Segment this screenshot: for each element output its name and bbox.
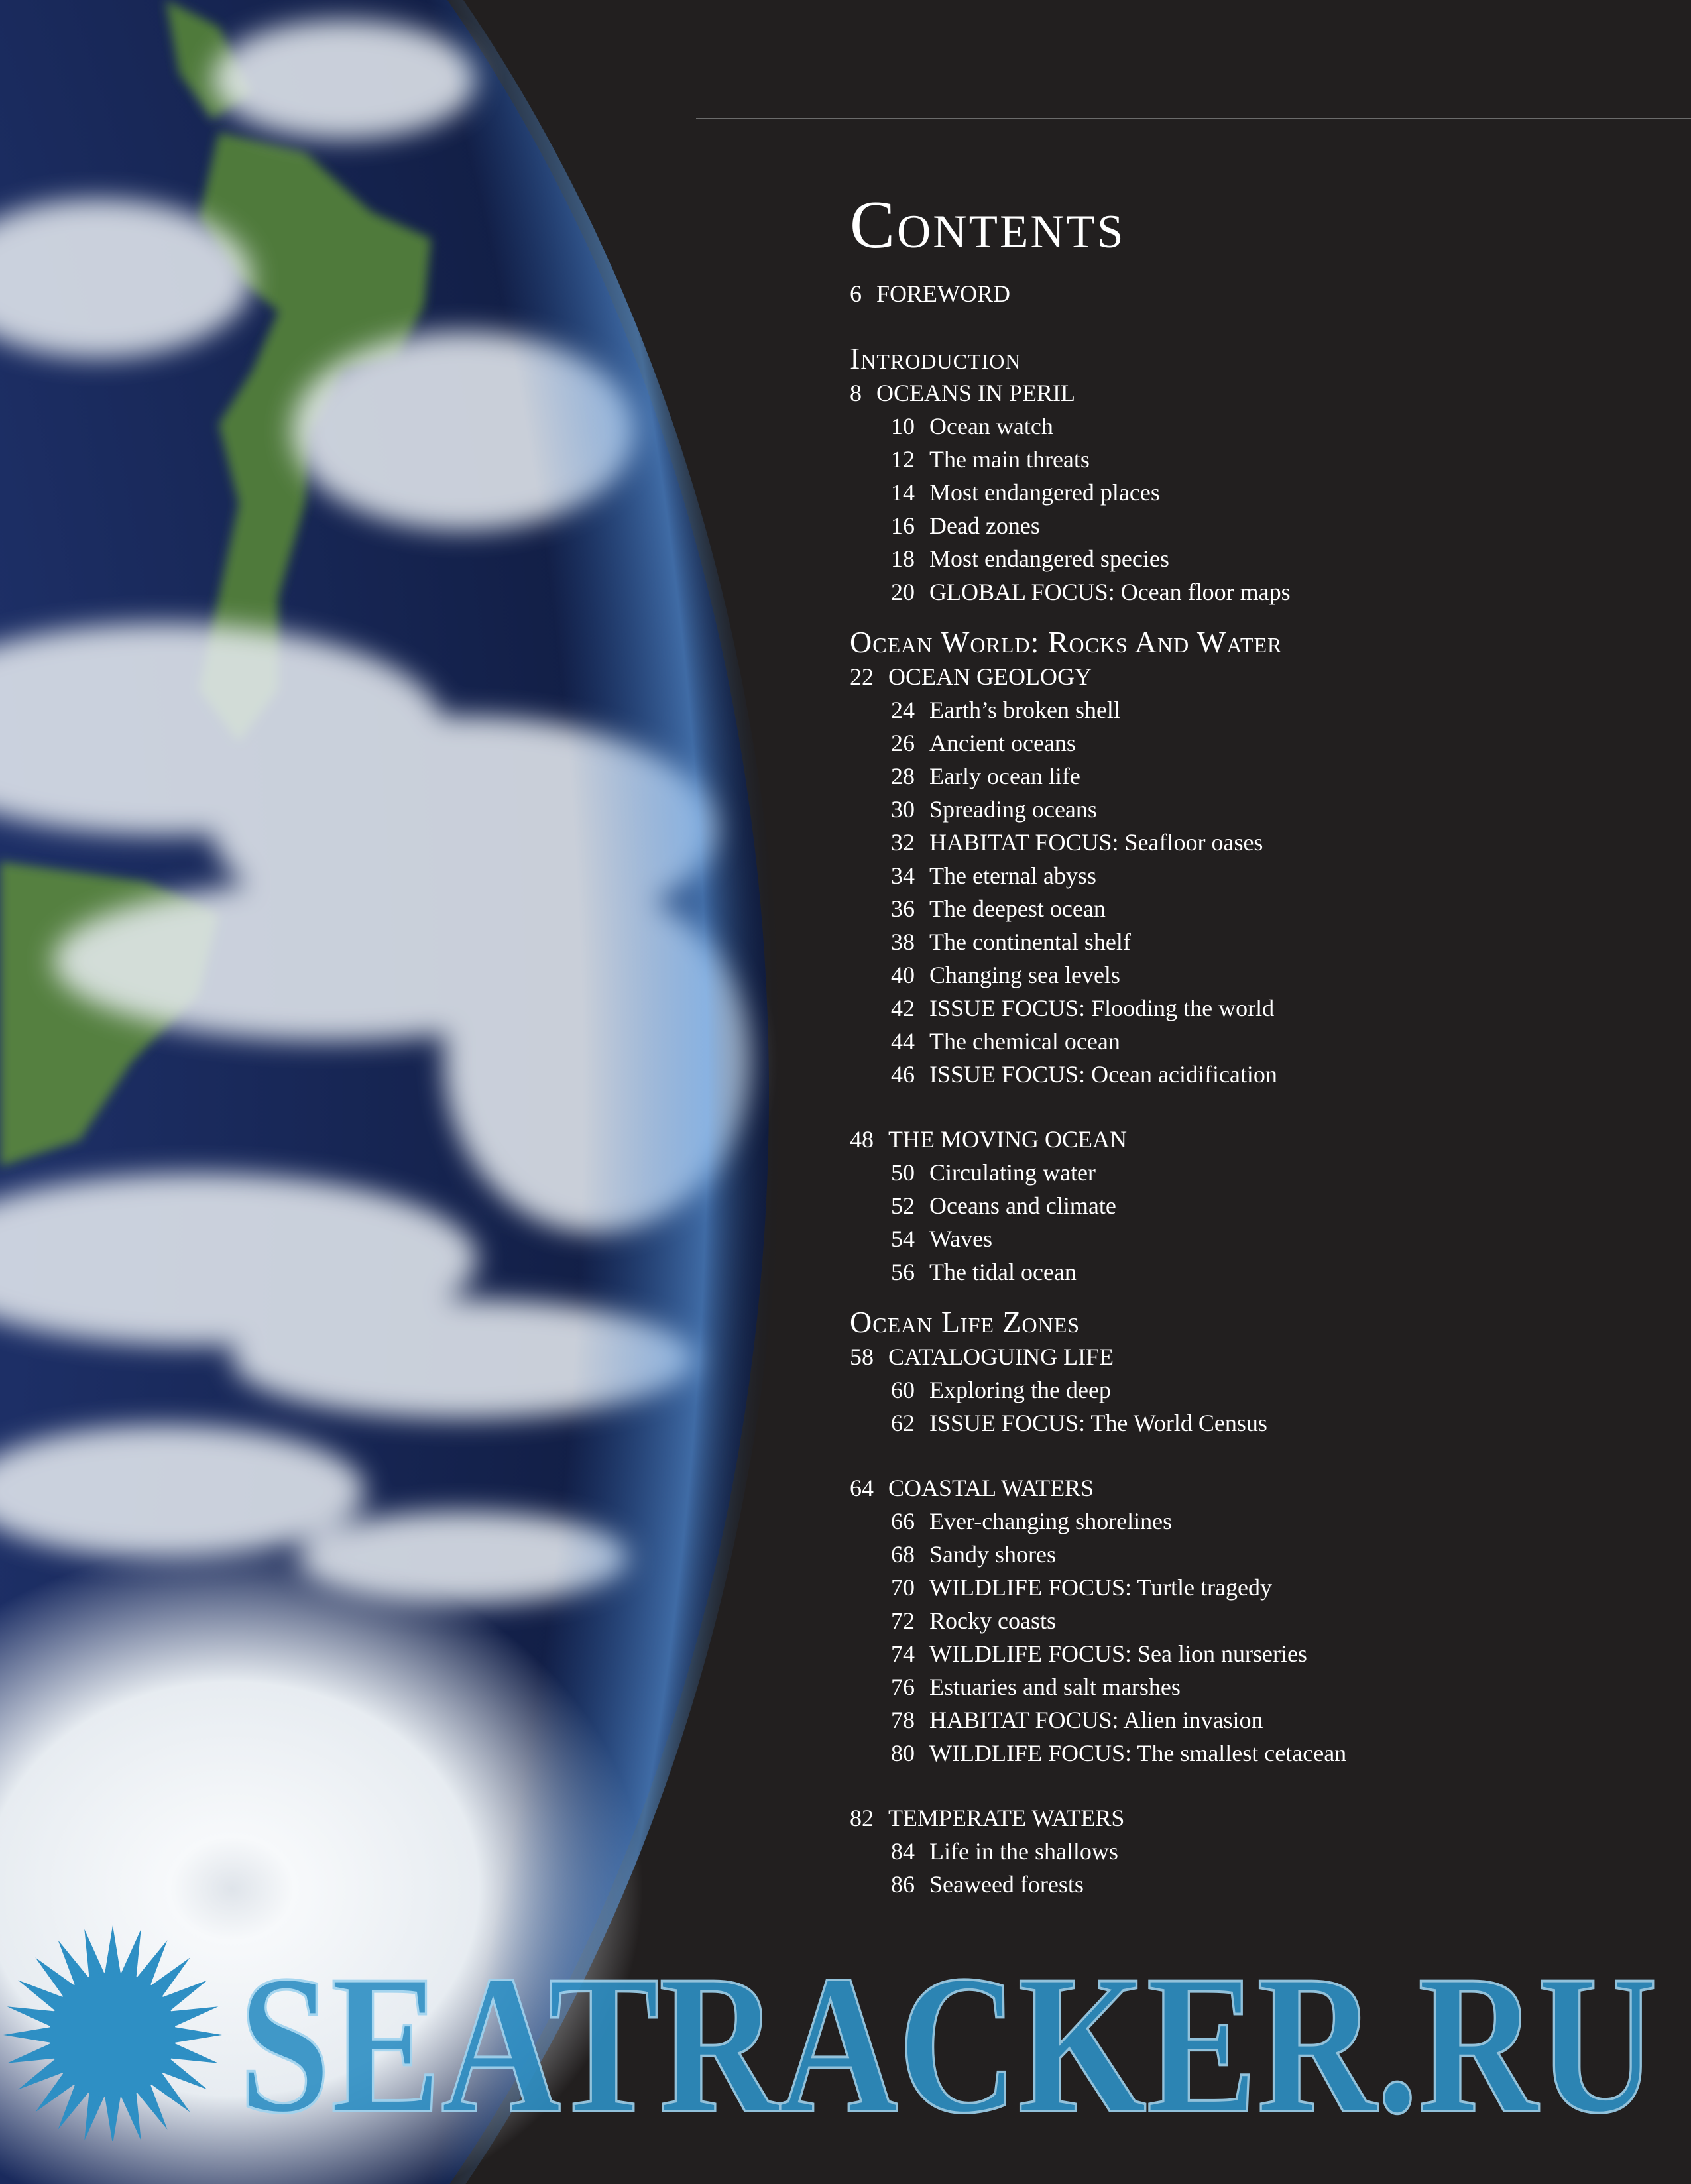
entry-label: Seaweed forests: [929, 1871, 1084, 1898]
toc-item-entry[interactable]: [850, 575, 1672, 608]
page-number: 46: [891, 1061, 915, 1088]
page-number: 6: [850, 280, 862, 307]
toc-item-entry[interactable]: [850, 726, 1672, 760]
toc-chapter-entry[interactable]: [850, 1123, 1672, 1156]
page-number: 38: [891, 929, 915, 955]
entry-label: ISSUE FOCUS: Ocean acidification: [929, 1061, 1277, 1088]
toc-chapter-entry[interactable]: [850, 660, 1672, 693]
page-number: 44: [891, 1028, 915, 1055]
entry-label: WILDLIFE FOCUS: Turtle tragedy: [929, 1574, 1272, 1601]
page-number: 70: [891, 1574, 915, 1601]
page-number: 60: [891, 1377, 915, 1403]
toc-item-entry[interactable]: [850, 509, 1672, 542]
entry-label: Waves: [929, 1226, 993, 1252]
entry-label: HABITAT FOCUS: Alien invasion: [929, 1707, 1263, 1733]
page-number: 68: [891, 1541, 915, 1568]
entry-label: WILDLIFE FOCUS: Sea lion nurseries: [929, 1640, 1307, 1667]
header-rule: [696, 118, 1691, 119]
page-title: Contents: [850, 188, 1126, 262]
page-number: 64: [850, 1475, 874, 1501]
toc-item-entry[interactable]: [850, 1835, 1672, 1868]
page-number: 52: [891, 1192, 915, 1219]
entry-label: Earth’s broken shell: [929, 697, 1120, 723]
entry-label: CATALOGUING LIFE: [888, 1344, 1114, 1370]
page-number: 54: [891, 1226, 915, 1252]
page-number: 16: [891, 512, 915, 539]
toc-chapter-entry[interactable]: [850, 1802, 1672, 1835]
page-number: 8: [850, 380, 862, 406]
entry-label: COASTAL WATERS: [888, 1475, 1094, 1501]
section-heading: Ocean World: Rocks And Water: [850, 625, 1283, 659]
entry-label: Most endangered places: [929, 479, 1160, 506]
toc-item-entry[interactable]: [850, 1505, 1672, 1538]
entry-label: GLOBAL FOCUS: Ocean floor maps: [929, 579, 1291, 605]
page-number: 78: [891, 1707, 915, 1733]
entry-label: Oceans and climate: [929, 1192, 1116, 1219]
entry-label: The chemical ocean: [929, 1028, 1120, 1055]
entry-label: OCEANS IN PERIL: [876, 380, 1076, 406]
page-number: 62: [891, 1410, 915, 1436]
page-number: 26: [891, 730, 915, 756]
section-heading: Introduction: [850, 341, 1021, 375]
entry-label: Sandy shores: [929, 1541, 1056, 1568]
page-number: 50: [891, 1159, 915, 1186]
toc-item-entry[interactable]: [850, 793, 1672, 826]
entry-label: ISSUE FOCUS: The World Census: [929, 1410, 1267, 1436]
toc-item-entry[interactable]: [850, 1025, 1672, 1058]
page-number: 48: [850, 1126, 874, 1153]
entry-label: Most endangered species: [929, 546, 1169, 572]
page-number: 80: [891, 1740, 915, 1766]
toc-item-entry[interactable]: [850, 1222, 1672, 1255]
toc-item-entry[interactable]: [850, 1571, 1672, 1604]
page-number: 10: [891, 413, 915, 439]
toc-item-entry[interactable]: [850, 1189, 1672, 1222]
page-number: 36: [891, 895, 915, 922]
page-number: 24: [891, 697, 915, 723]
toc-item-entry[interactable]: [850, 925, 1672, 958]
entry-label: TEMPERATE WATERS: [888, 1805, 1125, 1831]
entry-label: The main threats: [929, 446, 1090, 473]
page-number: 12: [891, 446, 915, 473]
page-number: 86: [891, 1871, 915, 1898]
page-number: 34: [891, 862, 915, 889]
page-number: 30: [891, 796, 915, 823]
page-number: 72: [891, 1607, 915, 1634]
toc-item-entry[interactable]: [850, 476, 1672, 509]
toc-item-entry[interactable]: [850, 1670, 1672, 1703]
toc-item-entry[interactable]: [850, 958, 1672, 992]
toc-chapter-entry[interactable]: [850, 376, 1672, 410]
entry-label: The eternal abyss: [929, 862, 1096, 889]
toc-chapter-entry[interactable]: [850, 1340, 1672, 1373]
entry-label: The continental shelf: [929, 929, 1131, 955]
page-number: 66: [891, 1508, 915, 1534]
page-number: 42: [891, 995, 915, 1021]
toc-item-entry[interactable]: [850, 892, 1672, 925]
entry-label: The deepest ocean: [929, 895, 1106, 922]
toc-sections: [850, 341, 1672, 1901]
toc-item-entry[interactable]: [850, 1538, 1672, 1571]
page-number: 22: [850, 663, 874, 690]
toc-item-entry[interactable]: [850, 1737, 1672, 1770]
entry-label: FOREWORD: [876, 280, 1011, 307]
page-number: 14: [891, 479, 915, 506]
entry-label: THE MOVING OCEAN: [888, 1126, 1127, 1153]
entry-label: Ancient oceans: [929, 730, 1076, 756]
page-number: 56: [891, 1259, 915, 1285]
toc-item-entry[interactable]: [850, 542, 1672, 575]
section-heading: Ocean Life Zones: [850, 1305, 1080, 1339]
entry-label: Early ocean life: [929, 763, 1080, 789]
entry-label: WILDLIFE FOCUS: The smallest cetacean: [929, 1740, 1347, 1766]
toc-item-entry[interactable]: [850, 992, 1672, 1025]
toc-item-entry[interactable]: [850, 1868, 1672, 1901]
page-number: 74: [891, 1640, 915, 1667]
toc-item-entry[interactable]: [850, 1058, 1672, 1091]
entry-label: Circulating water: [929, 1159, 1096, 1186]
page-number: 84: [891, 1838, 915, 1865]
page-number: 58: [850, 1344, 874, 1370]
entry-label: The tidal ocean: [929, 1259, 1077, 1285]
entry-label: Spreading oceans: [929, 796, 1097, 823]
watermark-text: SEATRACKER.RU: [239, 1934, 1657, 2141]
toc-item-entry[interactable]: [850, 1637, 1672, 1670]
entry-label: Estuaries and salt marshes: [929, 1674, 1181, 1700]
table-of-contents: [850, 179, 1672, 1901]
entry-label: Rocky coasts: [929, 1607, 1056, 1634]
toc-item-entry[interactable]: [850, 859, 1672, 892]
entry-label: Ocean watch: [929, 413, 1053, 439]
toc-item-entry[interactable]: [850, 410, 1672, 443]
page-number: 18: [891, 546, 915, 572]
toc-item-entry[interactable]: [850, 1156, 1672, 1189]
sun-logo-icon: [3, 1925, 222, 2141]
entry-label: Ever-changing shorelines: [929, 1508, 1173, 1534]
toc-entry-foreword[interactable]: [850, 277, 1672, 310]
toc-item-entry[interactable]: [850, 693, 1672, 726]
page-number: 82: [850, 1805, 874, 1831]
watermark: [0, 1922, 1691, 2141]
page-number: 28: [891, 763, 915, 789]
toc-item-entry[interactable]: [850, 1604, 1672, 1637]
toc-item-entry[interactable]: [850, 443, 1672, 476]
entry-label: Dead zones: [929, 512, 1040, 539]
page-number: 76: [891, 1674, 915, 1700]
toc-item-entry[interactable]: [850, 1255, 1672, 1289]
toc-item-entry[interactable]: [850, 826, 1672, 859]
entry-label: HABITAT FOCUS: Seafloor oases: [929, 829, 1263, 856]
entry-label: Changing sea levels: [929, 962, 1120, 988]
page-number: 32: [891, 829, 915, 856]
toc-item-entry[interactable]: [850, 1373, 1672, 1407]
entry-label: Life in the shallows: [929, 1838, 1118, 1865]
entry-label: ISSUE FOCUS: Flooding the world: [929, 995, 1275, 1021]
toc-item-entry[interactable]: [850, 760, 1672, 793]
toc-chapter-entry[interactable]: [850, 1471, 1672, 1505]
toc-item-entry[interactable]: [850, 1407, 1672, 1440]
entry-label: OCEAN GEOLOGY: [888, 663, 1092, 690]
entry-label: Exploring the deep: [929, 1377, 1111, 1403]
page-number: 40: [891, 962, 915, 988]
toc-item-entry[interactable]: [850, 1703, 1672, 1737]
page-number: 20: [891, 579, 915, 605]
